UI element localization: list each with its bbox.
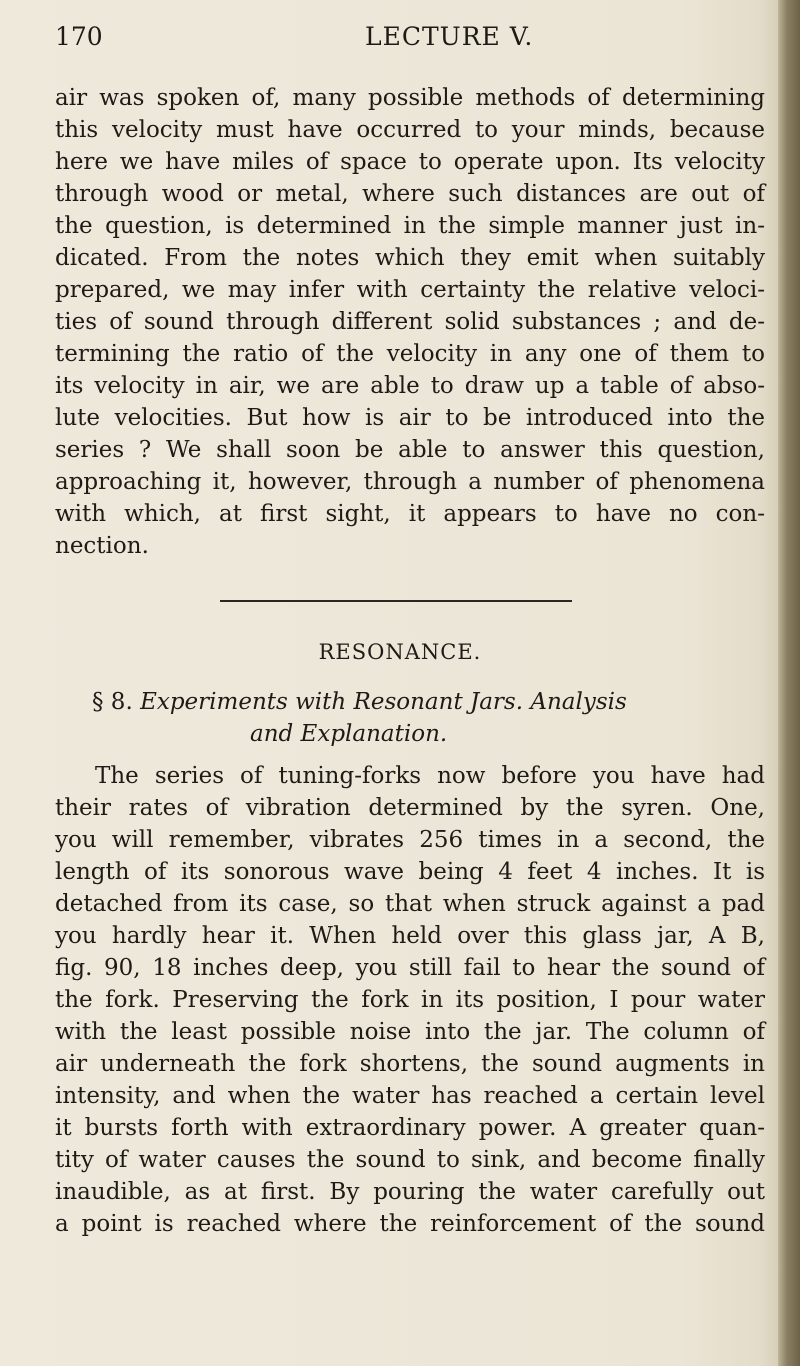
subsection-title-line-1: Experiments with Resonant Jars. Analysis [140, 689, 627, 715]
text-line: its velocity in air, we are able to draw up a table of abso- [55, 373, 765, 399]
text-line: their rates of vibration determined by the syren. One, [55, 795, 765, 821]
text-line: nection. [55, 533, 149, 559]
text-line: The series of tuning-forks now before you have had [95, 763, 765, 789]
text-line: through wood or metal, where such distances are out of [55, 181, 765, 207]
text-line: inaudible, as at first. By pouring the water carefully out [55, 1179, 765, 1205]
text-line: with which, at first sight, it appears to have no con- [55, 501, 765, 527]
text-line: with the least possible noise into the jar. The column of [55, 1019, 765, 1045]
text-line: tity of water causes the sound to sink, and become finally [55, 1147, 765, 1173]
text-line: approaching it, however, through a number of phenomena [55, 469, 765, 495]
text-line: you will remember, vibrates 256 times in a second, the [55, 827, 765, 853]
section-heading: RESONANCE. [318, 640, 482, 664]
text-line: dicated. From the notes which they emit when suitably [55, 245, 765, 271]
text-line: it bursts forth with extraordinary power. A greater quan- [55, 1115, 765, 1141]
subsection-number: § 8. [92, 689, 133, 715]
subsection-title-line-2: and Explanation. [250, 721, 448, 747]
text-line: intensity, and when the water has reached a certain level [55, 1083, 765, 1109]
text-line: detached from its case, so that when struck against a pad [55, 891, 765, 917]
text-line: the question, is determined in the simple manner just in- [55, 213, 765, 239]
page-number: 170 [55, 22, 103, 51]
running-title: LECTURE V. [365, 22, 534, 51]
page-header [55, 22, 755, 62]
text-line: the fork. Preserving the fork in its position, I pour water [55, 987, 765, 1013]
text-line: length of its sonorous wave being 4 feet 4 inches. It is [55, 859, 765, 885]
page-edge [778, 0, 800, 1366]
text-line: air underneath the fork shortens, the sound augments in [55, 1051, 765, 1077]
text-line: air was spoken of, many possible methods of determining [55, 85, 765, 111]
paragraph-1 [55, 82, 765, 562]
text-line: lute velocities. But how is air to be introduced into the [55, 405, 765, 431]
subsection-heading [92, 686, 752, 750]
text-line: prepared, we may infer with certainty the relative veloci- [55, 277, 765, 303]
paragraph-2 [55, 760, 765, 1240]
text-line: ties of sound through different solid substances ; and de- [55, 309, 765, 335]
text-line: you hardly hear it. When held over this glass jar, A B, [55, 923, 765, 949]
text-line: fig. 90, 18 inches deep, you still fail to hear the sound of [55, 955, 765, 981]
text-line: this velocity must have occurred to your minds, because [55, 117, 765, 143]
text-line: here we have miles of space to operate upon. Its velocity [55, 149, 765, 175]
text-line: series ? We shall soon be able to answer this question, [55, 437, 765, 463]
section-divider [220, 600, 572, 602]
text-line: a point is reached where the reinforcement of the sound [55, 1211, 765, 1237]
text-line: termining the ratio of the velocity in any one of them to [55, 341, 765, 367]
